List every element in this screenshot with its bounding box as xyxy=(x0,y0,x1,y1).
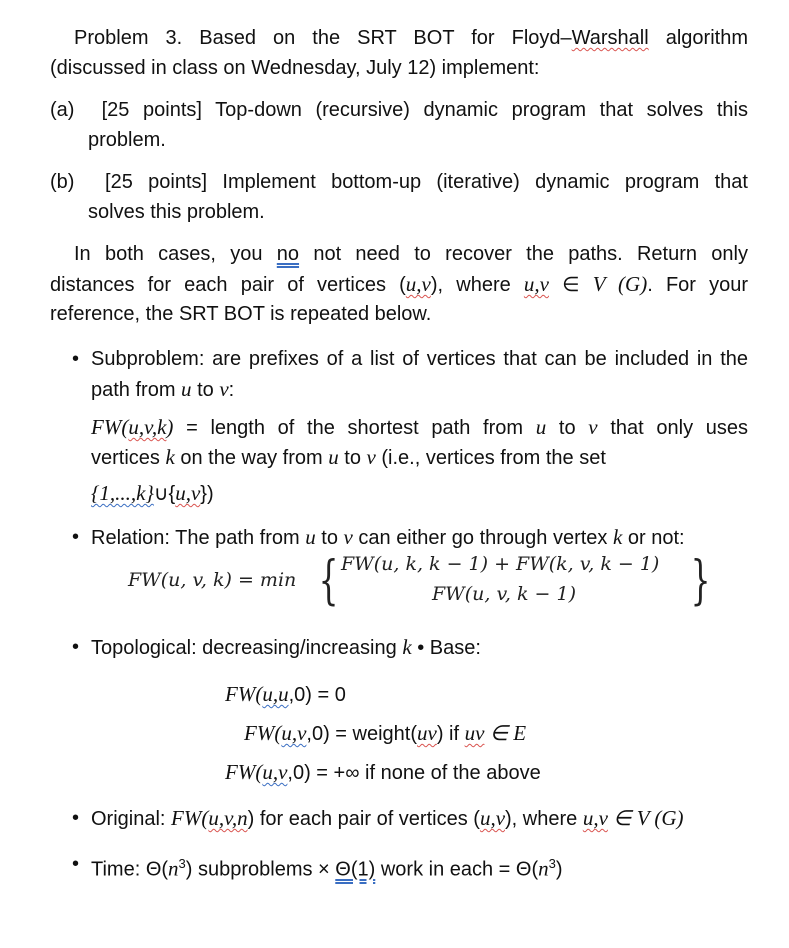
intro-line-1 xyxy=(74,239,748,269)
part-a-text: problem. xyxy=(88,129,166,151)
grammar-flag-theta: Θ(1) xyxy=(335,858,376,881)
math-fw: FW( xyxy=(171,806,209,830)
original-text: ), where xyxy=(505,808,583,830)
math-k: k xyxy=(402,635,412,659)
math-uv: u,v xyxy=(262,760,288,784)
math-n: n xyxy=(538,856,549,881)
base-text: ,0) = +∞ if none of the above xyxy=(287,762,541,784)
math-uvk: u,v,k xyxy=(128,415,167,439)
grammar-flag-no: no xyxy=(276,243,300,265)
problem-text: Problem 3. Based on the SRT BOT for Floyd– xyxy=(74,27,572,49)
math-v: v xyxy=(219,377,229,401)
problem-line-1 xyxy=(74,23,748,53)
math-uv: u,v xyxy=(479,806,506,830)
math-exponent: 3 xyxy=(548,856,556,871)
math-uv: u,v xyxy=(175,481,201,505)
bullet-relation: • xyxy=(72,526,80,548)
time-text: ) xyxy=(555,858,563,881)
relation-text: or not: xyxy=(622,527,685,549)
time-line xyxy=(91,849,563,885)
relation-text: Relation: The path from xyxy=(91,527,306,549)
part-a-line-1 xyxy=(50,95,748,125)
part-b-text: solves this problem. xyxy=(88,201,265,223)
relation-lhs: FW(u, v, k) = min xyxy=(128,569,297,591)
original-text: ) for each pair of vertices ( xyxy=(247,808,480,830)
part-a-line-2 xyxy=(88,125,166,155)
math-n: n xyxy=(168,856,179,881)
math-u: u xyxy=(535,415,547,439)
time-text: ) subproblems × xyxy=(185,858,336,881)
part-b-line-2 xyxy=(88,197,265,227)
intro-text: In both cases, you xyxy=(74,243,277,265)
subproblem-text: (i.e., vertices from the set xyxy=(375,447,606,469)
topological-text: Topological: decreasing/increasing xyxy=(91,637,403,659)
relation-left-brace: { xyxy=(318,551,339,611)
math-in-e: ∈ E xyxy=(484,721,527,745)
intro-text: ), where xyxy=(430,274,524,296)
math-u: u xyxy=(328,445,339,469)
subproblem-text: Subproblem: are prefixes of a list of vertices that can be included in the xyxy=(91,348,748,370)
relation-case-1: FW(u, k, k − 1) + FW(k, v, k − 1) xyxy=(341,553,660,575)
base-text: ,0) = 0 xyxy=(288,684,346,706)
problem-text: algorithm xyxy=(648,27,748,49)
intro-text: ∈ xyxy=(548,274,593,296)
subproblem-text: to xyxy=(546,417,589,439)
subproblem-text: vertices xyxy=(91,447,166,469)
math-uv: u,v xyxy=(523,272,549,296)
math-u: u xyxy=(305,525,316,549)
math-uu: u,u xyxy=(262,682,289,706)
math-vg: V (G) xyxy=(592,272,648,296)
subproblem-text: that only uses xyxy=(597,417,749,439)
math-uv: uv xyxy=(464,721,485,745)
math-uv: u,v xyxy=(405,272,431,296)
math-set: {1,...,k} xyxy=(91,481,154,505)
math-fw: FW( xyxy=(225,682,263,706)
intro-text: distances for each pair of vertices ( xyxy=(50,274,406,296)
intro-text: . For your xyxy=(647,274,749,296)
part-a-text: (a) [25 points] Top-down (recursive) dynamic program that solves this xyxy=(50,99,748,121)
relation-right-brace: } xyxy=(690,551,711,611)
topological-text: • Base: xyxy=(411,637,481,659)
relation-text: to xyxy=(315,527,344,549)
time-text: Time: Θ( xyxy=(91,858,169,881)
math-exponent: 3 xyxy=(178,856,186,871)
math-union: ∪{ xyxy=(153,483,176,505)
math-fw: FW( xyxy=(244,721,282,745)
subproblem-text: to xyxy=(191,379,220,401)
problem-line-2 xyxy=(50,53,539,83)
intro-line-3 xyxy=(50,299,431,329)
bullet-original: • xyxy=(72,807,80,829)
subproblem-line-4 xyxy=(91,442,606,473)
math-fw: FW( xyxy=(225,760,263,784)
intro-text: not need to recover the paths. Return only xyxy=(299,243,748,265)
intro-line-2 xyxy=(50,269,748,300)
subproblem-text: : xyxy=(228,379,235,401)
math-fw: ) xyxy=(166,415,174,439)
base-text: ,0) = weight( xyxy=(306,723,418,745)
math-vg: ∈ V (G) xyxy=(607,806,684,830)
math-fw: FW( xyxy=(91,415,129,439)
subproblem-line-1 xyxy=(91,344,748,374)
base-case-2 xyxy=(244,718,526,749)
math-v: v xyxy=(366,445,376,469)
part-b-text: (b) [25 points] Implement bottom-up (iterative) dynamic program that xyxy=(50,171,748,193)
topological-line xyxy=(91,632,481,663)
subproblem-set xyxy=(91,478,214,509)
subproblem-text: = length of the shortest path from xyxy=(173,417,536,439)
relation-case-2: FW(u, v, k − 1) xyxy=(432,583,577,605)
math-uv: uv xyxy=(417,721,437,745)
subproblem-text: on the way from xyxy=(174,447,329,469)
base-text: ) if xyxy=(436,723,465,745)
bullet-topological: • xyxy=(72,636,80,658)
base-case-3 xyxy=(225,757,541,788)
problem-text: (discussed in class on Wednesday, July 12) implement: xyxy=(50,57,540,79)
original-text: Original: xyxy=(91,808,172,830)
bullet-subproblem: • xyxy=(72,348,80,370)
math-uv: u,v xyxy=(281,721,307,745)
subproblem-definition xyxy=(91,412,748,443)
bullet-time: • xyxy=(72,853,80,875)
intro-text: reference, the SRT BOT is repeated below. xyxy=(50,303,432,325)
math-uv: u,v xyxy=(582,806,608,830)
subproblem-text: path from xyxy=(91,379,182,401)
relation-text: can either go through vertex xyxy=(352,527,613,549)
spell-flag-warshall: Warshall xyxy=(571,27,649,49)
base-case-1 xyxy=(225,679,346,710)
subproblem-text: }) xyxy=(200,483,214,505)
math-v: v xyxy=(343,525,353,549)
math-k: k xyxy=(165,445,175,469)
math-u: u xyxy=(181,377,192,401)
subproblem-line-2 xyxy=(91,374,234,405)
part-b-line-1 xyxy=(50,167,748,197)
subproblem-text: to xyxy=(338,447,367,469)
time-text: work in each = Θ( xyxy=(375,858,539,881)
math-k: k xyxy=(612,525,623,549)
math-uvn: u,v,n xyxy=(208,806,248,830)
math-v: v xyxy=(588,415,598,439)
original-line xyxy=(91,803,684,834)
